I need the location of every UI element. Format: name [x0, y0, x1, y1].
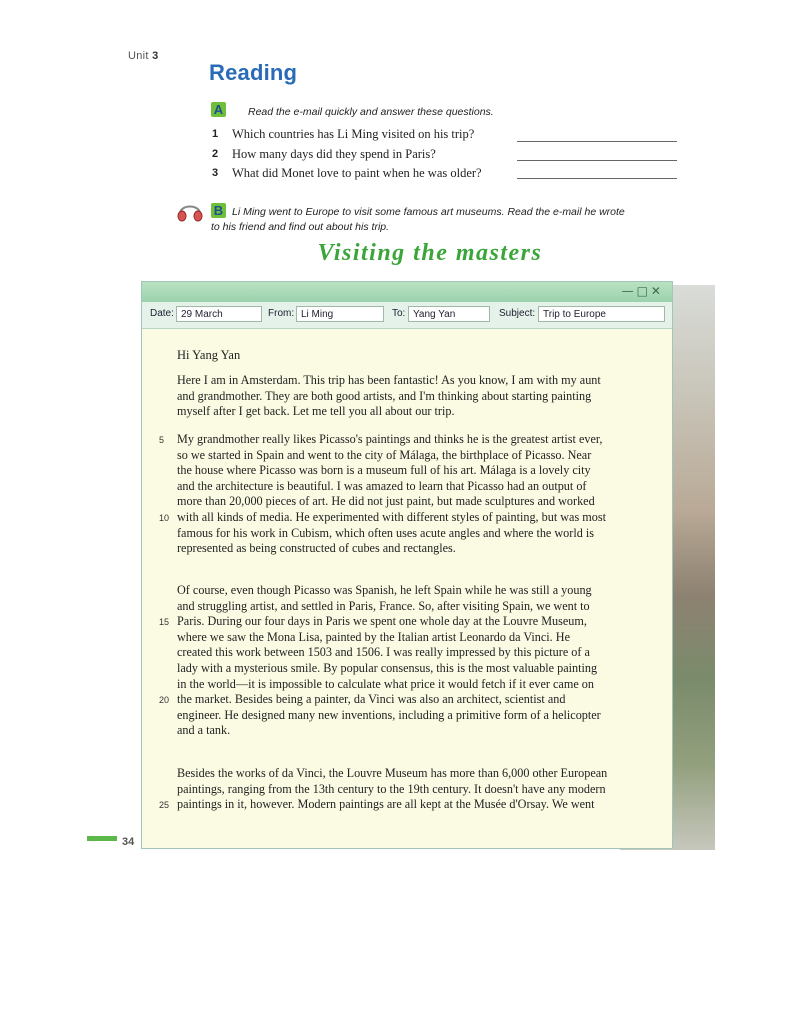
text-line: Of course, even though Picasso was Spanish, he left Spain while he was still a young — [177, 583, 592, 597]
text-line: engineer. He designed many new inventions, including a primitive form of a helicopter — [177, 707, 601, 722]
line-number: 15 — [159, 617, 170, 628]
text-line: Paris. During our four days in Paris we spent one whole day at the Louvre Museum, — [177, 614, 587, 629]
text-line: My grandmother really likes Picasso's paintings and thinks he is the greatest artist ever, — [177, 432, 603, 446]
question-number: 3 — [212, 167, 219, 179]
text-line: Here I am in Amsterdam. This trip has been fantastic! As you know, I am with my aunt — [177, 373, 601, 387]
question-text: How many days did they spend in Paris? — [232, 147, 436, 161]
text-line: more than 20,000 pieces of art. He did not just paint, but made sculptures and worked — [177, 494, 595, 509]
text-line: famous for his work in Cubism, which often uses acute angles and where the world is — [177, 525, 594, 540]
answer-line[interactable] — [517, 141, 677, 142]
text-line: the house where Picasso was born is a museum full of his art. Málaga is a lovely city — [177, 463, 591, 478]
article-title: Visiting the masters — [317, 240, 543, 266]
email-paragraph — [159, 583, 647, 739]
text-line: and a tank. — [177, 723, 231, 738]
question-number: 2 — [212, 148, 219, 160]
task-b-instruction-line2: to his friend and find out about his trip. — [211, 221, 390, 233]
email-greeting: Hi Yang Yan — [177, 348, 241, 362]
subject-label: Subject: — [499, 308, 536, 319]
task-a-badge: A — [211, 102, 226, 117]
email-paragraph — [177, 373, 647, 420]
unit-label: Unit 3 — [128, 50, 159, 62]
to-field[interactable]: Yang Yan — [408, 306, 490, 322]
answer-line[interactable] — [517, 178, 677, 179]
email-header — [142, 302, 672, 329]
section-heading: Reading — [209, 60, 298, 85]
line-number: 10 — [159, 512, 170, 523]
to-label: To: — [392, 308, 406, 319]
text-line: the market. Besides being a painter, da Vinci was also an architect, scientist and — [177, 692, 566, 707]
text-line: paintings in it, however. Modern paintings are all kept at the Musée d'Orsay. We went — [177, 797, 595, 812]
line-number: 25 — [159, 800, 170, 811]
headphones-icon[interactable] — [176, 200, 204, 222]
text-line: and the architecture is beautiful. I was amazed to learn that Picasso had an output of — [177, 478, 587, 493]
from-field[interactable]: Li Ming — [296, 306, 384, 322]
email-paragraph — [159, 766, 647, 813]
task-b-instruction-line1: Li Ming went to Europe to visit some famous art museums. Read the e-mail he wrote — [232, 206, 625, 218]
answer-line[interactable] — [517, 160, 677, 161]
text-line: paintings, ranging from the 13th century to the 19th century. It doesn't have any modern — [177, 781, 606, 796]
text-line: represented as being constructed of cubes and rectangles. — [177, 541, 456, 556]
text-line: and grandmother. They are both good artists, and I'm thinking about starting painting — [177, 388, 592, 403]
date-field[interactable]: 29 March — [176, 306, 262, 322]
subject-field[interactable]: Trip to Europe — [538, 306, 665, 322]
text-line: with all kinds of media. He experimented with different styles of painting, but was most — [177, 509, 606, 524]
text-line: created this work between 1503 and 1506. I was really impressed by this picture of a — [177, 645, 590, 660]
date-label: Date: — [150, 308, 174, 319]
page-number: 34 — [122, 836, 135, 848]
text-line: so we started in Spain and went to the city of Málaga, the birthplace of Picasso. Near — [177, 447, 592, 462]
question-text: What did Monet love to paint when he was older? — [232, 166, 482, 180]
text-line: myself after I get back. Let me tell you all about our trip. — [177, 404, 455, 419]
text-line: lady with a mysterious smile. By popular consensus, this is the most valuable painting — [177, 660, 598, 675]
text-line: and struggling artist, and settled in Paris, France. So, after visiting Spain, we went to — [177, 598, 590, 613]
window-controls[interactable]: —□✕ — [621, 284, 664, 298]
from-label: From: — [268, 308, 295, 319]
question-text: Which countries has Li Ming visited on his trip? — [232, 127, 475, 141]
email-window — [141, 281, 673, 849]
question-number: 1 — [212, 128, 219, 140]
text-line: Besides the works of da Vinci, the Louvre Museum has more than 6,000 other European — [177, 766, 608, 780]
task-a-instruction: Read the e-mail quickly and answer these questions. — [248, 106, 494, 118]
line-number: 5 — [159, 435, 165, 445]
email-titlebar — [142, 282, 672, 302]
line-number: 20 — [159, 695, 170, 706]
text-line: in the world—it is impossible to calculate what price it would fetch if it ever came on — [177, 676, 594, 691]
page-bar — [87, 836, 117, 841]
email-paragraph — [159, 432, 647, 557]
task-b-badge: B — [211, 203, 226, 218]
text-line: where we saw the Mona Lisa, painted by the Italian artist Leonardo da Vinci. He — [177, 629, 570, 644]
